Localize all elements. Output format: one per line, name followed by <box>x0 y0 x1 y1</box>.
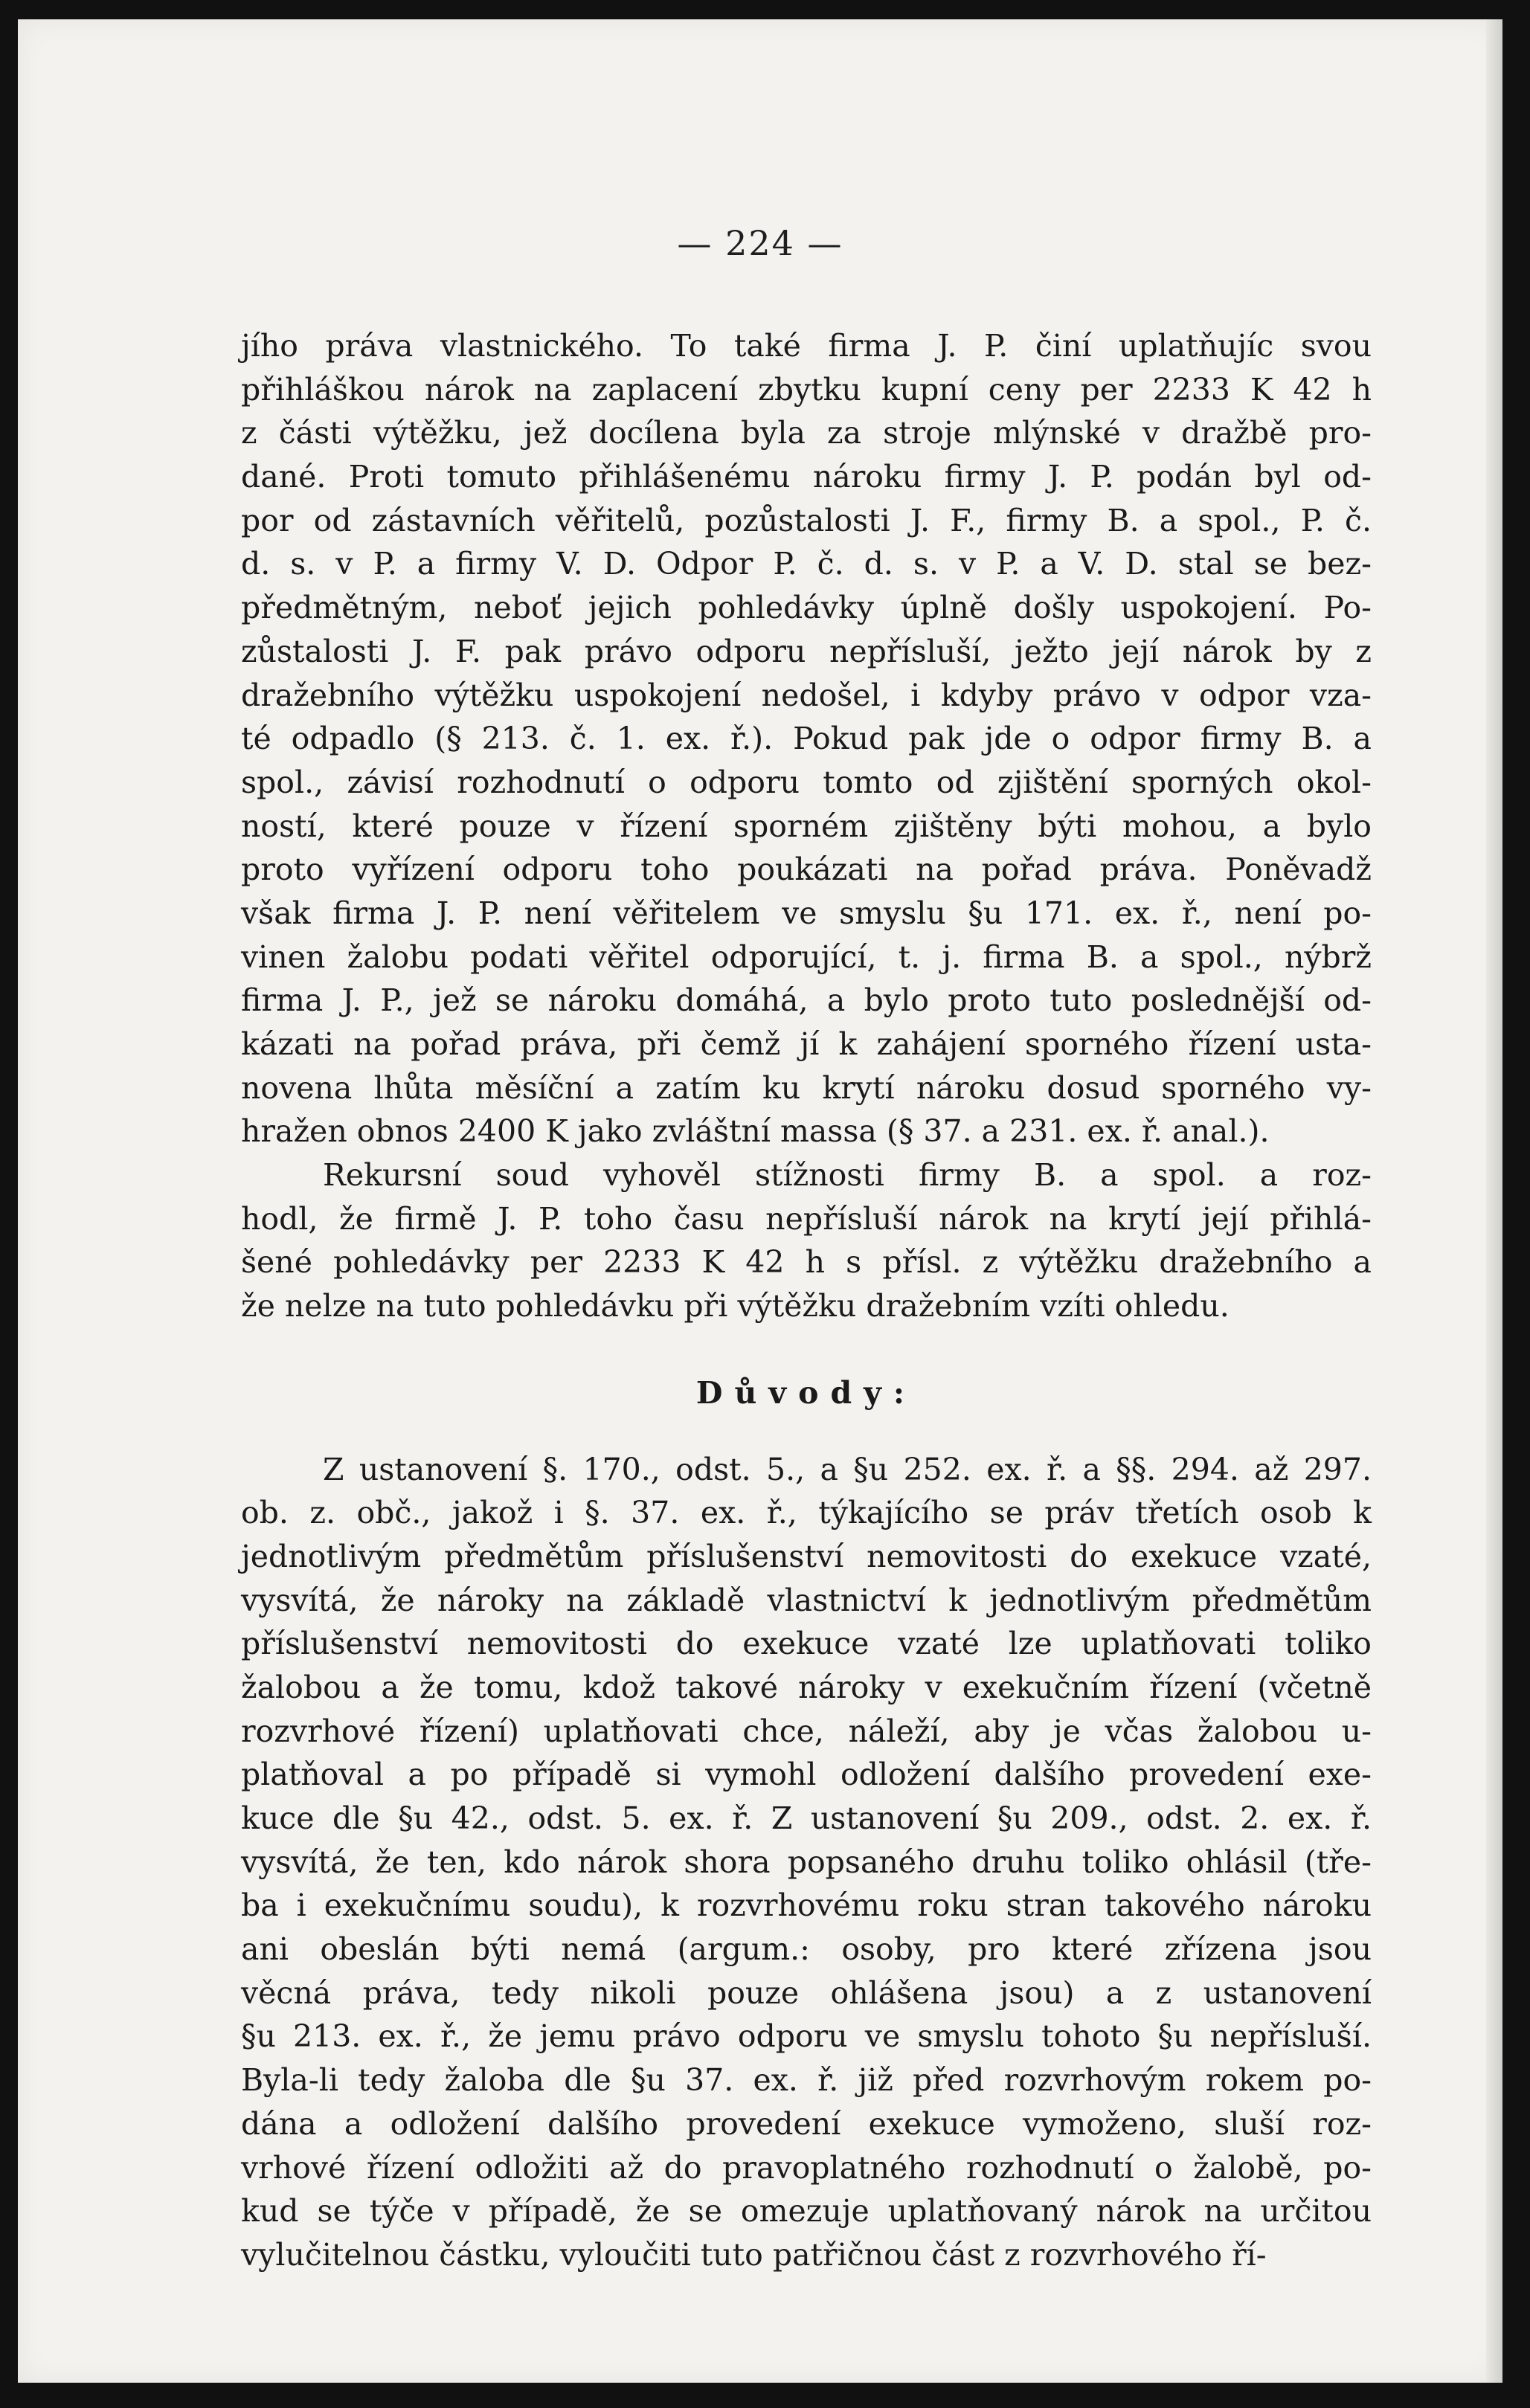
text-line: kuce dle §u 42., odst. 5. ex. ř. Z ustanovení §u 209., odst. 2. ex. ř. <box>241 1800 1372 1836</box>
text-line: Byla-li tedy žaloba dle §u 37. ex. ř. již před rozvrhovým rokem po- <box>241 2062 1372 2099</box>
text-line: rozvrhové řízení) uplatňovati chce, náleží, aby je včas žalobou u- <box>241 1713 1372 1749</box>
text-line: ností, které pouze v řízení sporném zjištěny býti mohou, a bylo <box>241 808 1372 844</box>
body-text <box>241 324 1372 2277</box>
text-line: por od zástavních věřitelů, pozůstalosti J. F., firmy B. a spol., P. č. <box>241 502 1372 538</box>
text-line: firma J. P., jež se nároku domáhá, a bylo proto tuto poslednější od- <box>241 982 1372 1019</box>
text-line: platňoval a po případě si vymohl odložení dalšího provedení exe- <box>241 1757 1372 1793</box>
section-heading: Důvody: <box>695 1374 917 1411</box>
text-line: přihláškou nárok na zaplacení zbytku kupní ceny per 2233 K 42 h <box>241 371 1372 408</box>
document-page <box>18 19 1502 2383</box>
text-line: vylučitelnou částku, vyloučiti tuto patřičnou část z rozvrhového ří- <box>241 2236 1267 2273</box>
text-line: dražebního výtěžku uspokojení nedošel, i kdyby právo v odpor vza- <box>241 677 1372 713</box>
text-line: hodl, že firmě J. P. toho času nepřísluší nárok na krytí její přihlá- <box>241 1200 1372 1237</box>
paragraph-recourse-court <box>241 1153 1372 1328</box>
text-line: jednotlivým předmětům příslušenství nemovitosti do exekuce vzaté, <box>241 1538 1372 1574</box>
page-number: — 224 — <box>677 223 843 263</box>
text-line: že nelze na tuto pohledávku při výtěžku dražebním vzíti ohledu. <box>241 1288 1230 1324</box>
text-line: dána a odložení dalšího provedení exekuce vymoženo, sluší roz- <box>241 2105 1372 2142</box>
paragraph-reasons <box>241 1448 1372 2277</box>
text-line: z části výtěžku, jež docílena byla za stroje mlýnské v dražbě pro- <box>241 415 1372 451</box>
text-line: Z ustanovení §. 170., odst. 5., a §u 252. ex. ř. a §§. 294. až 297. <box>323 1451 1372 1487</box>
text-line: předmětným, neboť jejich pohledávky úplně došly uspokojení. Po- <box>241 590 1372 626</box>
text-line: novena lhůta měsíční a zatím ku krytí nároku dosud sporného vy- <box>241 1069 1372 1106</box>
text-line: ba i exekučnímu soudu), k rozvrhovému roku stran takového nároku <box>241 1887 1372 1924</box>
text-line: kázati na pořad práva, při čemž jí k zahájení sporného řízení usta- <box>241 1026 1372 1062</box>
text-line: však firma J. P. není věřitelem ve smyslu §u 171. ex. ř., není po- <box>241 895 1372 931</box>
text-line: d. s. v P. a firmy V. D. Odpor P. č. d. s. v P. a V. D. stal se bez- <box>241 546 1372 582</box>
paragraph-first-instance <box>241 324 1372 1153</box>
text-line: spol., závisí rozhodnutí o odporu tomto od zjištění sporných okol- <box>241 764 1372 800</box>
text-line: Rekursní soud vyhověl stížnosti firmy B. a spol. a roz- <box>323 1157 1372 1194</box>
page-edge <box>1486 19 1502 2383</box>
text-line: dané. Proti tomuto přihlášenému nároku firmy J. P. podán byl od- <box>241 459 1372 495</box>
text-line: té odpadlo (§ 213. č. 1. ex. ř.). Pokud pak jde o odpor firmy B. a <box>241 721 1372 757</box>
text-line: vinen žalobu podati věřitel odporující, t. j. firma B. a spol., nýbrž <box>241 939 1372 975</box>
text-line: proto vyřízení odporu toho poukázati na pořad práva. Poněvadž <box>241 852 1372 888</box>
text-line: ani obeslán býti nemá (argum.: osoby, pro které zřízena jsou <box>241 1931 1372 1968</box>
text-line: šené pohledávky per 2233 K 42 h s přísl. z výtěžku dražebního a <box>241 1244 1372 1281</box>
text-line: kud se týče v případě, že se omezuje uplatňovaný nárok na určitou <box>241 2193 1372 2230</box>
text-line: jího práva vlastnického. To také firma J. P. činí uplatňujíc svou <box>241 328 1372 364</box>
text-line: věcná práva, tedy nikoli pouze ohlášena jsou) a z ustanovení <box>241 1974 1372 2011</box>
text-line: §u 213. ex. ř., že jemu právo odporu ve smyslu tohoto §u nepřísluší. <box>241 2018 1372 2055</box>
text-line: hražen obnos 2400 K jako zvláštní massa (§ 37. a 231. ex. ř. anal.). <box>241 1113 1270 1150</box>
text-line: žalobou a že tomu, kdož takové nároky v exekučním řízení (včetně <box>241 1669 1372 1705</box>
text-line: vysvítá, že nároky na základě vlastnictví k jednotlivým předmětům <box>241 1582 1372 1618</box>
text-line: příslušenství nemovitosti do exekuce vzaté lze uplatňovati toliko <box>241 1626 1372 1662</box>
text-line: vysvítá, že ten, kdo nárok shora popsaného druhu toliko ohlásil (tře- <box>241 1844 1372 1880</box>
text-line: zůstalosti J. F. pak právo odporu nepřísluší, ježto její nárok by z <box>241 633 1372 669</box>
text-line: vrhové řízení odložiti až do pravoplatného rozhodnutí o žalobě, po- <box>241 2149 1372 2186</box>
text-line: ob. z. obč., jakož i §. 37. ex. ř., týkajícího se práv třetích osob k <box>241 1495 1372 1531</box>
